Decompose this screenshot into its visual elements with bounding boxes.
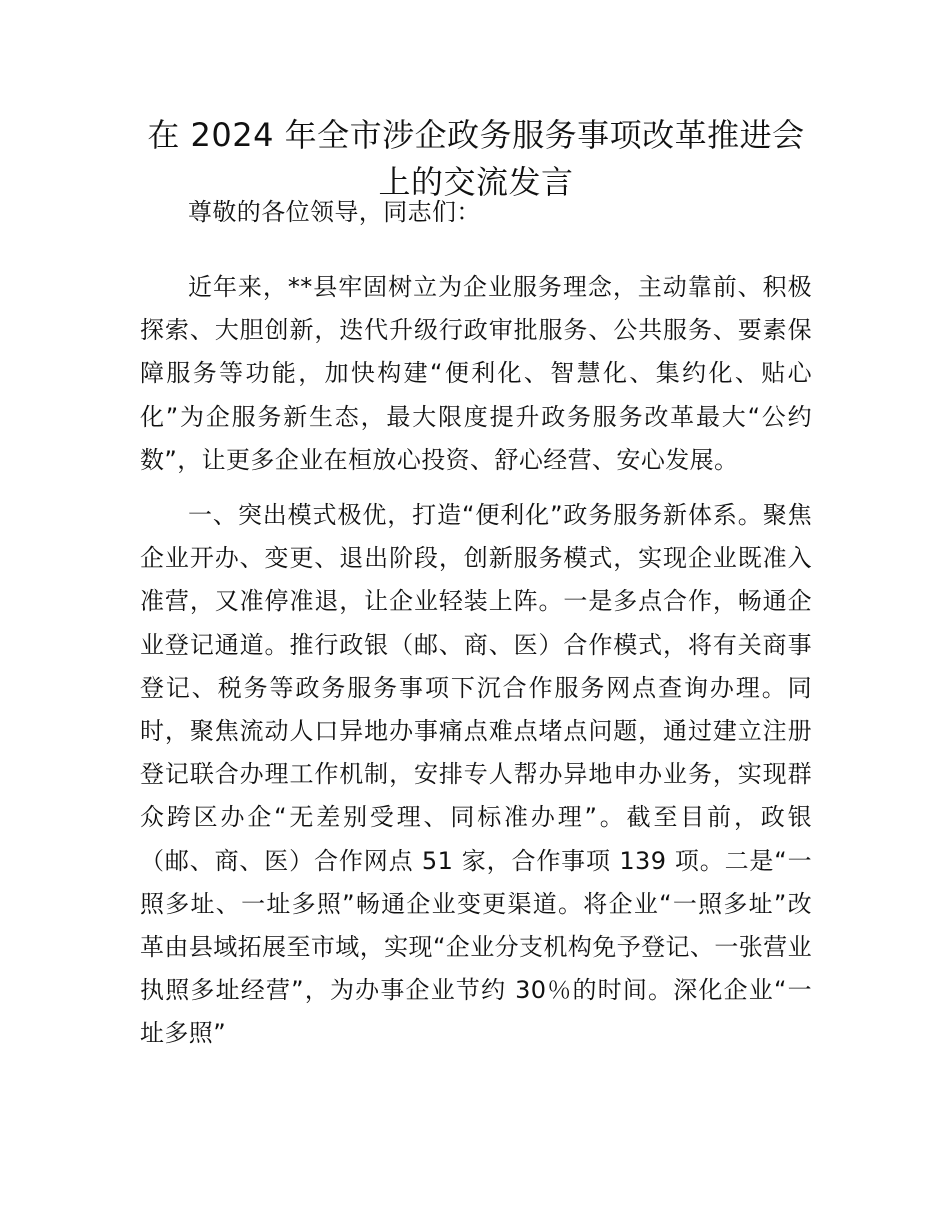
body-paragraph-section-one: 一、突出模式极优，打造“便利化”政务服务新体系。聚焦企业开办、变更、退出阶段，创新服务模式，实现企业既准入准营，又准停准退，让企业轻装上阵。一是多点合作，畅通企业登记通道。推行政银（邮、商、医）合作模式，将有关商事登记、税务等政务服务事项下沉合作服务网点查询办理。同时，聚焦流动人口异地办事痛点难点堵点问题，通过建立注册登记联合办理工作机制，安排专人帮办异地申办业务，实现群众跨区办企“无差别受理、同标准办理”。截至目前，政银（邮、商、医）合作网点 51 家，合作事项 139 项。二是“一照多址、一址多照”畅通企业变更渠道。将企业“一照多址”改革由县域拓展至市域，实现“企业分支机构免予登记、一张营业执照多址经营”，为办事企业节约 30％的时间。深化企业“一址多照” xyxy=(140,501,812,1048)
body-paragraph-intro: 近年来，**县牢固树立为企业服务理念，主动靠前、积极探索、大胆创新，迭代升级行政审批服务、公共服务、要素保障服务等功能，加快构建“便利化、智慧化、集约化、贴心化”为企服务新生态，最大限度提升政务服务改革最大“公约数”，让更多企业在桓放心投资、舒心经营、安心发展。 xyxy=(140,273,812,474)
greeting-paragraph: 尊敬的各位领导，同志们： xyxy=(188,198,481,226)
document-title: 在 2024 年全市涉企政务服务事项改革推进会上的交流发言 xyxy=(147,116,805,201)
